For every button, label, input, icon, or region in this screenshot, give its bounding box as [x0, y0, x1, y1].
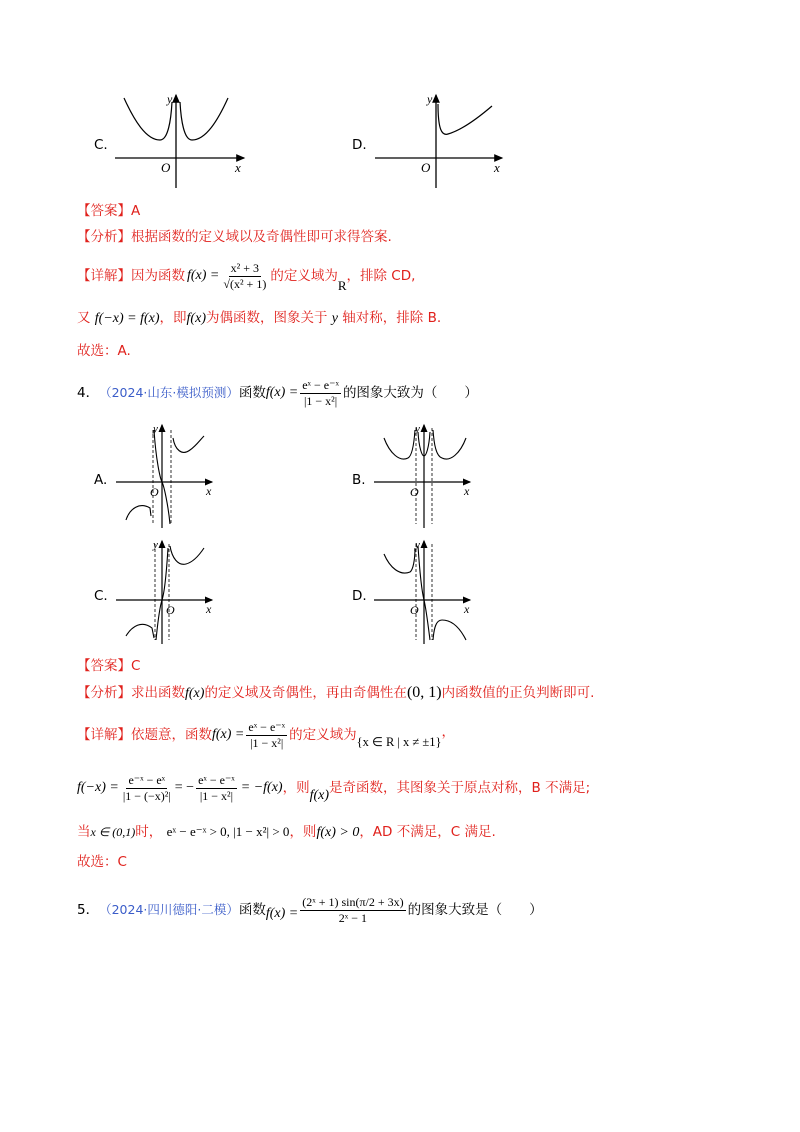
svg-text:y: y: [415, 539, 420, 551]
q4-equation: f(−x) = $\frac{\text{e⁻ˣ − eˣ}}{\text{|1 − (−x)²|}}$ = − $\frac{\text{eˣ − e⁻ˣ}}{\text{|1 − x²|}}$ = −f(x) ，则 f(x) 是奇函数，其图象关于原点对称，B 不满足;: [77, 772, 591, 803]
q4-answer: 【答案】C: [77, 658, 141, 674]
svg-text:x: x: [206, 484, 212, 498]
q3-detail: 【详解】 因为函数 f(x) = $\frac{\text{x² + 3}}{\text{√(x² + 1)}}$ 的定义域为 R ，排除 CD,: [77, 260, 416, 293]
svg-text:y: y: [153, 539, 158, 551]
svg-text:x: x: [464, 484, 470, 498]
q4-analysis: 【分析】求出函数f(x)的定义域及奇偶性，再由奇偶性在(0, 1)内函数值的正负判断即可.: [77, 684, 595, 701]
graph-option-d: [370, 90, 520, 190]
q3-choose: 故选：A.: [77, 343, 131, 359]
q4-option-a-label: A.: [94, 472, 108, 488]
svg-text:O: O: [410, 603, 419, 617]
q4-graph-option-c: [112, 536, 222, 646]
svg-text:y: y: [427, 92, 433, 106]
svg-text:y: y: [415, 423, 420, 435]
svg-text:O: O: [150, 485, 159, 499]
q4-when: 当x ∈ (0,1)时， eˣ − e⁻ˣ > 0, |1 − x²| > 0，则f(x) > 0，AD 不满足，C 满足.: [77, 824, 496, 840]
svg-text:x: x: [206, 602, 212, 616]
origin-label: O: [161, 160, 171, 175]
q4-source: （2024·山东·模拟预测）: [99, 385, 239, 400]
svg-text:O: O: [421, 160, 431, 175]
q4-graph-option-a: [112, 420, 222, 530]
x-axis-label: x: [235, 160, 241, 175]
y-axis-label: y: [167, 92, 173, 106]
q4-stem: 4． （2024·山东·模拟预测） 函数 f(x) = $\frac{\text{eˣ − e⁻ˣ}}{\text{|1 − x²|}}$ 的图象大致为（ ）: [77, 377, 478, 408]
svg-text:x: x: [494, 160, 500, 175]
svg-text:y: y: [153, 423, 158, 435]
q4-graph-option-b: [370, 420, 480, 530]
q4-option-b-label: B.: [352, 472, 366, 488]
svg-text:O: O: [166, 603, 175, 617]
q4-graph-option-d: [370, 536, 480, 646]
q3-line2: 又 f(−x) = f(x)，即f(x)为偶函数，图象关于 y 轴对称，排除 B.: [77, 310, 442, 326]
svg-text:x: x: [464, 602, 470, 616]
option-c-label: C.: [94, 137, 108, 153]
q5-source: （2024·四川德阳·二模）: [99, 902, 239, 917]
q4-option-c-label: C.: [94, 588, 108, 604]
q5-stem: 5． （2024·四川德阳·二模） 函数 f(x) = $\frac{\text{(2ˣ + 1) sin(π/2 + 3x)}}{\text{2ˣ − 1}}$ 的图象大致是（ ）: [77, 894, 543, 925]
q4-detail: 【详解】 依题意，函数 f(x) = $\frac{\text{eˣ − e⁻ˣ}}{\text{|1 − x²|}}$ 的定义域为 {x ∈ R | x ≠ ±1} ，: [77, 719, 456, 750]
svg-text:O: O: [410, 485, 419, 499]
graph-option-c: [110, 90, 260, 190]
q4-choose: 故选：C: [77, 854, 127, 870]
option-d-label: D.: [352, 137, 367, 153]
q3-answer: 【答案】A: [77, 203, 141, 219]
q3-analysis: 【分析】根据函数的定义域以及奇偶性即可求得答案.: [77, 229, 392, 245]
q4-option-d-label: D.: [352, 588, 367, 604]
